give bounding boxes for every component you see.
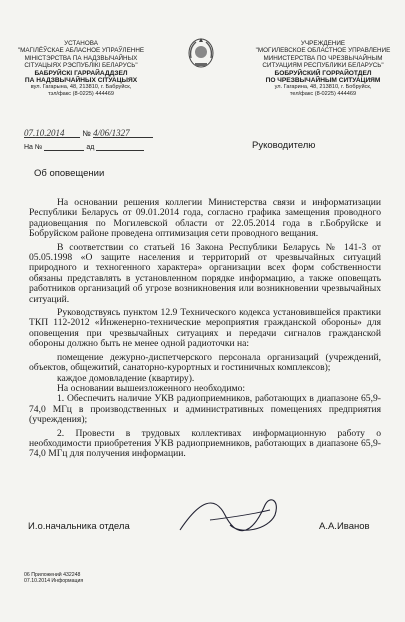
org-header-belarusian	[6, 40, 156, 98]
org-line: УЧРЕЖДЕНИЕ	[300, 40, 346, 47]
ref-no-label: На №	[24, 144, 43, 151]
signatory-title: И.о.начальника отдела	[28, 521, 130, 532]
letter-body	[29, 198, 381, 463]
org-line: СИТУАЦИЯМ РЕСПУБЛИКИ БЕЛАРУСЬ"	[262, 62, 384, 70]
footer-note	[24, 572, 83, 584]
paragraph: Руководствуясь пунктом 12.9 Технического кодекса установившейся практики ТКП 112-2012 «Инженерно-технические мероприятия гражданской обороны» для оповещения при чрезвычайных ситуациях и передачи сигналов гражданской обороны должно быть не менее одной радиоточки на:	[29, 307, 381, 350]
org-line: МІНІСТЭРСТВА ПА НАДЗВЫЧАЙНЫХ	[24, 54, 138, 62]
paragraph: На основании решения коллегии Министерства связи и информатизации Республики Беларусь от 09.01.2014 года, согласно графика замещения проводного радиовещания по Могилевской области от 22.05.2014 года в г.Бобруйске и Бобруйском районе проведена оптимизация сети проводного вещания.	[29, 197, 381, 240]
org-line: ПА НАДЗВЫЧАЙНЫХ СІТУАЦЫЯХ	[24, 77, 138, 85]
reg-number: 4/06/1327	[93, 128, 130, 138]
org-line: "МОГИЛЕВСКОЕ ОБЛАСТНОЕ УПРАВЛЕНИЕ	[255, 47, 391, 55]
reg-date: 07.10.2014	[24, 128, 65, 138]
registration-line	[24, 128, 153, 138]
paragraph: каждое домовладение (квартиру).	[57, 372, 195, 384]
paragraph: В соответствии со статьей 16 Закона Республики Беларусь № 141-3 от 05.05.1998 «О защите населения и территорий от чрезвычайных ситуаций природного и техногенного характера» организации всех форм собственности обязаны представлять в установленном порядке информацию, а также оповещать работников организаций об угрозе возникновения или возникновении чрезвычайных ситуаций.	[29, 241, 381, 305]
org-address: вул. Гагарына, 48, 213810, г. Бабруйск,	[30, 84, 132, 91]
handwritten-signature	[170, 480, 290, 550]
footer-line: 07.10.2014 Информация	[24, 578, 84, 584]
paragraph: помещение дежурно-диспетчерского персонала организаций (учреждений, объектов, общежитий, санаторно-курортных и гостиничных комплексов);	[29, 351, 381, 374]
reg-no-label: №	[82, 129, 91, 138]
org-header-russian	[248, 40, 398, 98]
org-line: "МАГІЛЁЎСКАЕ АБЛАСНОЕ УПРАЎЛЕННЕ	[17, 47, 145, 55]
org-line: ПО ЧРЕЗВЫЧАЙНЫМ СИТУАЦИЯМ	[265, 77, 381, 85]
signatory-name: А.А.Иванов	[319, 521, 370, 532]
org-phone: тел/факс (8-0225) 444469	[289, 91, 357, 98]
reference-line	[24, 141, 144, 151]
org-line: БАБРУЙСКІ ГАРРАЙАДДЗЕЛ	[34, 69, 128, 77]
org-line: БОБРУЙСКИЙ ГОРРАЙОТДЕЛ	[274, 69, 372, 77]
footer-line: 06 Приложений 432248	[24, 572, 81, 578]
addressee: Руководителю	[252, 140, 316, 151]
state-emblem-icon	[186, 36, 216, 70]
subject-line: Об оповещении	[34, 168, 105, 179]
paragraph: 1. Обеспечить наличие УКВ радиоприемников, работающих в диапазоне 65,9-74,0 МГц в производственных и административных помещениях предприятия (учреждения);	[29, 393, 381, 426]
paragraph: На основании вышеизложенного необходимо:	[57, 382, 246, 394]
org-line: СІТУАЦЫЯХ РЭСПУБЛІКІ БЕЛАРУСЬ"	[24, 62, 138, 70]
ref-ad-label: ад	[86, 144, 95, 151]
org-line: МИНИСТЕРСТВА ПО ЧРЕЗВЫЧАЙНЫМ	[263, 54, 383, 62]
paragraph: 2. Провести в трудовых коллективах информационную работу о необходимости приобретения УКВ радиоприемников, работающих в диапазоне 65,9-74,0 МГц для получения информации.	[29, 427, 381, 460]
org-phone: тэл/факс (8-0225) 444469	[47, 91, 115, 98]
org-line: УСТАНОВА	[64, 40, 98, 47]
org-address: ул. Гагарина, 48, 213810, г. Бобруйск,	[274, 84, 372, 91]
